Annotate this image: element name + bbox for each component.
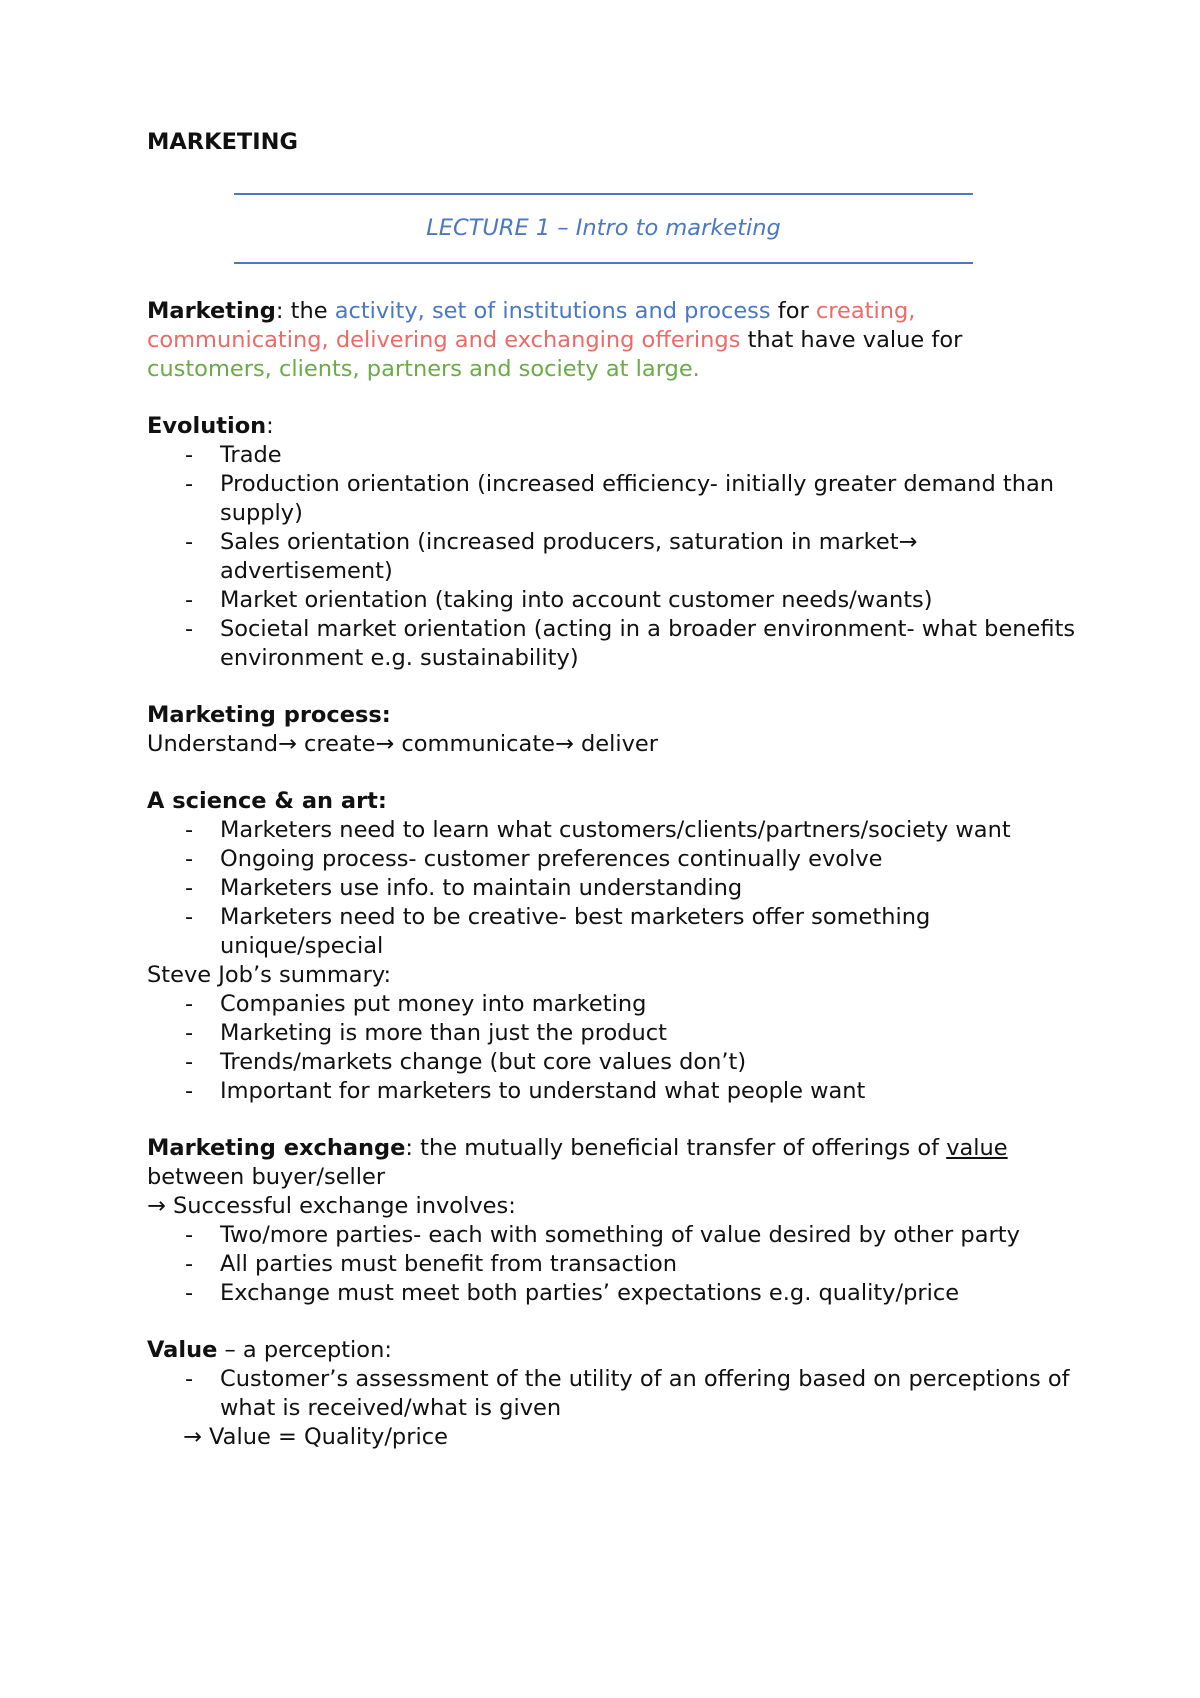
exchange-text-end: between buyer/seller (147, 1164, 386, 1190)
definition-green-text: customers, clients, partners and society at large. (147, 356, 700, 382)
value-definition (147, 1336, 1077, 1365)
list-item-text: Two/more parties- each with something of value desired by other party (220, 1222, 1020, 1248)
definition-that: that have value for (740, 327, 963, 353)
list-item (147, 470, 1077, 528)
exchange-value-word: value (946, 1135, 1008, 1161)
list-item-text: Important for marketers to understand what people want (220, 1078, 866, 1104)
exchange-definition (147, 1134, 1077, 1192)
dash-bullet: - (185, 1049, 194, 1075)
exchange-text: : the mutually beneficial transfer of offerings of (405, 1135, 947, 1161)
document-page (147, 128, 1077, 1452)
definition-for: for (770, 298, 816, 324)
process-steps: Understand→ create→ communicate→ deliver (147, 731, 659, 757)
list-item-text: Marketers need to learn what customers/clients/partners/society want (220, 817, 1011, 843)
list-item (147, 990, 1077, 1019)
list-item (147, 1279, 1077, 1308)
lecture-title: LECTURE 1 – Intro to marketing (426, 215, 781, 241)
value-formula: → Value = Quality/price (183, 1424, 448, 1450)
dash-bullet: - (185, 442, 194, 468)
list-item-text: Production orientation (increased efficiency- initially greater demand than supply) (220, 471, 1055, 526)
list-item-text: Ongoing process- customer preferences continually evolve (220, 846, 883, 872)
list-item-text: Trends/markets change (but core values don’t) (220, 1049, 747, 1075)
list-item-text: Trade (220, 442, 282, 468)
lecture-header (234, 193, 973, 264)
list-item (147, 1365, 1077, 1423)
list-item (147, 586, 1077, 615)
list-item-text: Market orientation (taking into account customer needs/wants) (220, 587, 933, 613)
dash-bullet: - (185, 529, 194, 555)
dash-bullet: - (185, 1078, 194, 1104)
dash-bullet: - (185, 616, 194, 642)
science-list (147, 816, 1077, 961)
dash-bullet: - (185, 991, 194, 1017)
dash-bullet: - (185, 1251, 194, 1277)
dash-bullet: - (185, 846, 194, 872)
document-title: MARKETING (147, 129, 298, 155)
list-item-text: Marketers need to be creative- best marketers offer something unique/special (220, 904, 931, 959)
dash-bullet: - (185, 1020, 194, 1046)
dash-bullet: - (185, 817, 194, 843)
list-item (147, 816, 1077, 845)
list-item (147, 1048, 1077, 1077)
value-list (147, 1365, 1077, 1423)
process-heading: Marketing process: (147, 702, 391, 728)
value-text: – a perception: (217, 1337, 392, 1363)
list-item (147, 903, 1077, 961)
list-item (147, 1019, 1077, 1048)
list-item-text: Sales orientation (increased producers, saturation in market→ advertisement) (220, 529, 918, 584)
evolution-heading (147, 412, 1077, 441)
list-item (147, 441, 1077, 470)
dash-bullet: - (185, 904, 194, 930)
dash-bullet: - (185, 1366, 194, 1392)
evolution-colon: : (266, 413, 274, 439)
list-item (147, 1250, 1077, 1279)
definition-sep: : the (275, 298, 335, 324)
exchange-term: Marketing exchange (147, 1135, 406, 1161)
list-item-text: Customer’s assessment of the utility of an offering based on perceptions of what is received/what is given (220, 1366, 1070, 1421)
dash-bullet: - (185, 1280, 194, 1306)
dash-bullet: - (185, 1222, 194, 1248)
list-item-text: Companies put money into marketing (220, 991, 647, 1017)
list-item-text: Societal market orientation (acting in a broader environment- what benefits environment e.g. sustainability) (220, 616, 1076, 671)
list-item-text: Marketing is more than just the product (220, 1020, 667, 1046)
dash-bullet: - (185, 587, 194, 613)
list-item (147, 615, 1077, 673)
list-item-text: Marketers use info. to maintain understanding (220, 875, 743, 901)
marketing-definition (147, 297, 1077, 384)
list-item (147, 1077, 1077, 1106)
jobs-summary-list (147, 990, 1077, 1106)
exchange-list (147, 1221, 1077, 1308)
jobs-summary-label: Steve Job’s summary: (147, 962, 392, 988)
definition-red-text: creating, communicating, delivering and exchanging offerings (147, 298, 916, 353)
list-item (147, 845, 1077, 874)
list-item-text: All parties must benefit from transaction (220, 1251, 678, 1277)
definition-blue-text: activity, set of institutions and process (334, 298, 771, 324)
definition-term: Marketing (147, 298, 276, 324)
value-term: Value (147, 1337, 218, 1363)
list-item-text: Exchange must meet both parties’ expectations e.g. quality/price (220, 1280, 960, 1306)
dash-bullet: - (185, 875, 194, 901)
list-item (147, 1221, 1077, 1250)
dash-bullet: - (185, 471, 194, 497)
science-heading: A science & an art: (147, 788, 387, 814)
list-item (147, 528, 1077, 586)
evolution-heading-text: Evolution (147, 413, 267, 439)
evolution-list (147, 441, 1077, 673)
exchange-arrow-line: → Successful exchange involves: (147, 1193, 516, 1219)
list-item (147, 874, 1077, 903)
